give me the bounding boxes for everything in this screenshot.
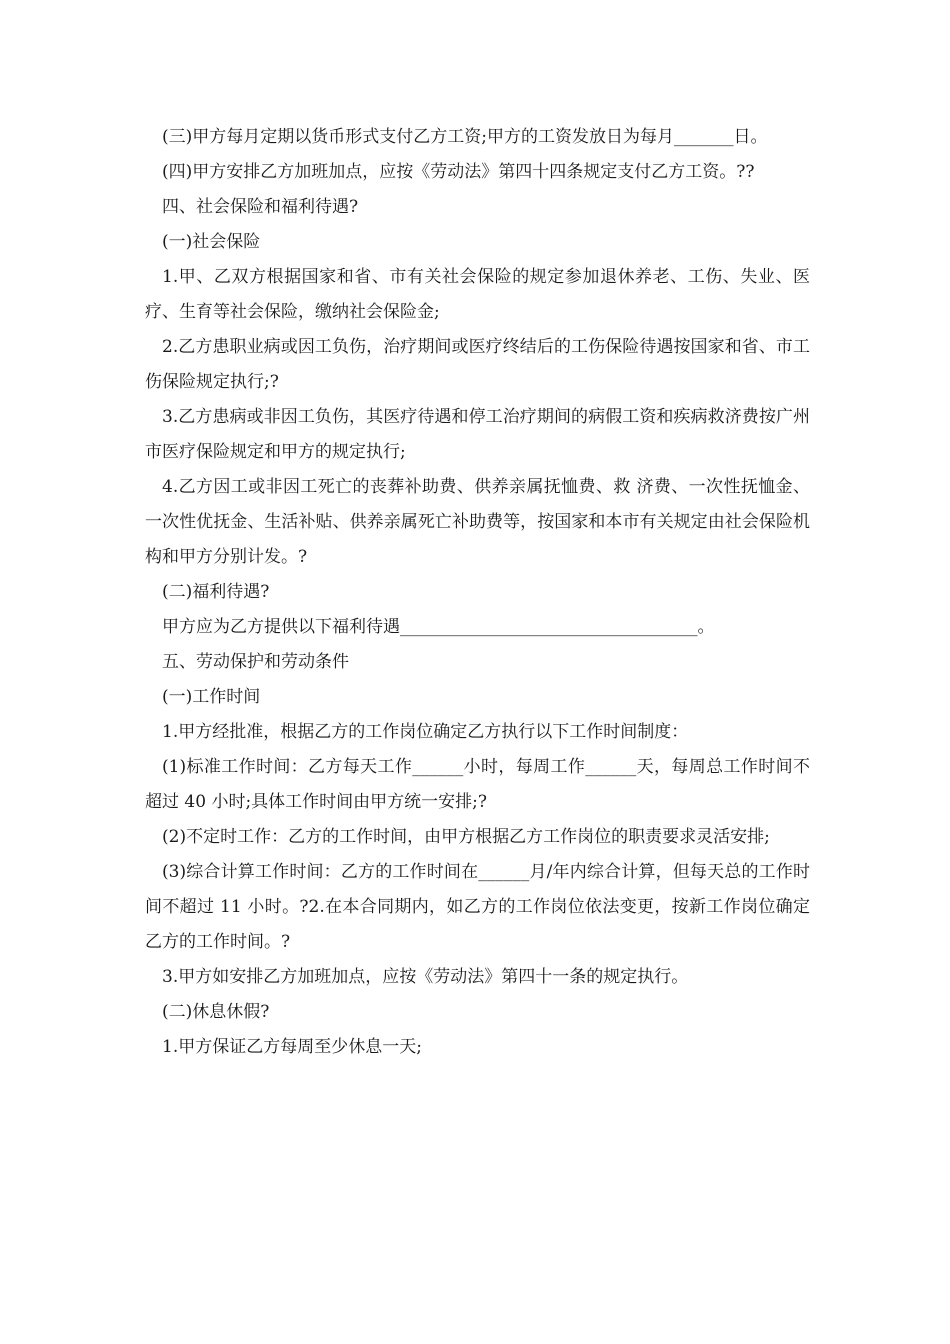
document-body: [145, 120, 816, 1065]
paragraph-flexible-hours: (2)不定时工作：乙方的工作时间，由甲方根据乙方工作岗位的职责要求灵活安排;: [162, 827, 770, 847]
paragraph-overtime-pay: (四)甲方安排乙方加班加点，应按《劳动法》第四十四条规定支付乙方工资。??: [162, 162, 755, 182]
section-heading-labor-protection: 五、劳动保护和劳动条件: [162, 652, 349, 672]
paragraph-standard-hours: (1)标准工作时间：乙方每天工作______小时，每周工作______天，每周总工作时间不超过 40 小时;具体工作时间由甲方统一安排;?: [145, 757, 810, 812]
paragraph-insurance-item-1: 1.甲、乙双方根据国家和省、市有关社会保险的规定参加退休养老、工伤、失业、医疗、生育等社会保险，缴纳社会保险金;: [145, 267, 810, 322]
subsection-heading-rest-leave: (二)休息休假?: [162, 1002, 270, 1022]
paragraph-wage-payment-day: (三)甲方每月定期以货币形式支付乙方工资;甲方的工资发放日为每月_______日。: [162, 127, 768, 147]
subsection-heading-working-hours: (一)工作时间: [162, 687, 261, 707]
subsection-heading-social-insurance: (一)社会保险: [162, 232, 261, 252]
paragraph-welfare-blank: 甲方应为乙方提供以下福利待遇___________________________________。: [162, 617, 715, 637]
paragraph-hours-item-1: 1.甲方经批准，根据乙方的工作岗位确定乙方执行以下工作时间制度：: [162, 722, 689, 742]
paragraph-rest-item-1: 1.甲方保证乙方每周至少休息一天;: [162, 1037, 422, 1057]
paragraph-hours-item-3: 3.甲方如安排乙方加班加点，应按《劳动法》第四十一条的规定执行。: [162, 967, 689, 987]
paragraph-comprehensive-hours: (3)综合计算工作时间：乙方的工作时间在______月/年内综合计算，但每天总的工作时 间不超过 11 小时。?2.在本合同期内，如乙方的工作岗位依法变更，按新工作岗位确定乙方的工作时间。?: [145, 862, 816, 952]
section-heading-social-insurance-welfare: 四、社会保险和福利待遇?: [162, 197, 359, 217]
paragraph-insurance-item-2: 2.乙方患职业病或因工负伤，治疗期间或医疗终结后的工伤保险待遇按国家和省、市工伤保险规定执行;?: [145, 337, 810, 392]
paragraph-insurance-item-4: 4.乙方因工或非因工死亡的丧葬补助费、供养亲属抚恤费、救 济费、一次性抚恤金、一次性优抚金、生活补贴、供养亲属死亡补助费等，按国家和本市有关规定由社会保险机构和甲方分别计发。?: [145, 477, 810, 567]
paragraph-insurance-item-3: 3.乙方患病或非因工负伤，其医疗待遇和停工治疗期间的病假工资和疾病救济费按广州市医疗保险规定和甲方的规定执行;: [145, 407, 810, 462]
subsection-heading-welfare: (二)福利待遇?: [162, 582, 270, 602]
